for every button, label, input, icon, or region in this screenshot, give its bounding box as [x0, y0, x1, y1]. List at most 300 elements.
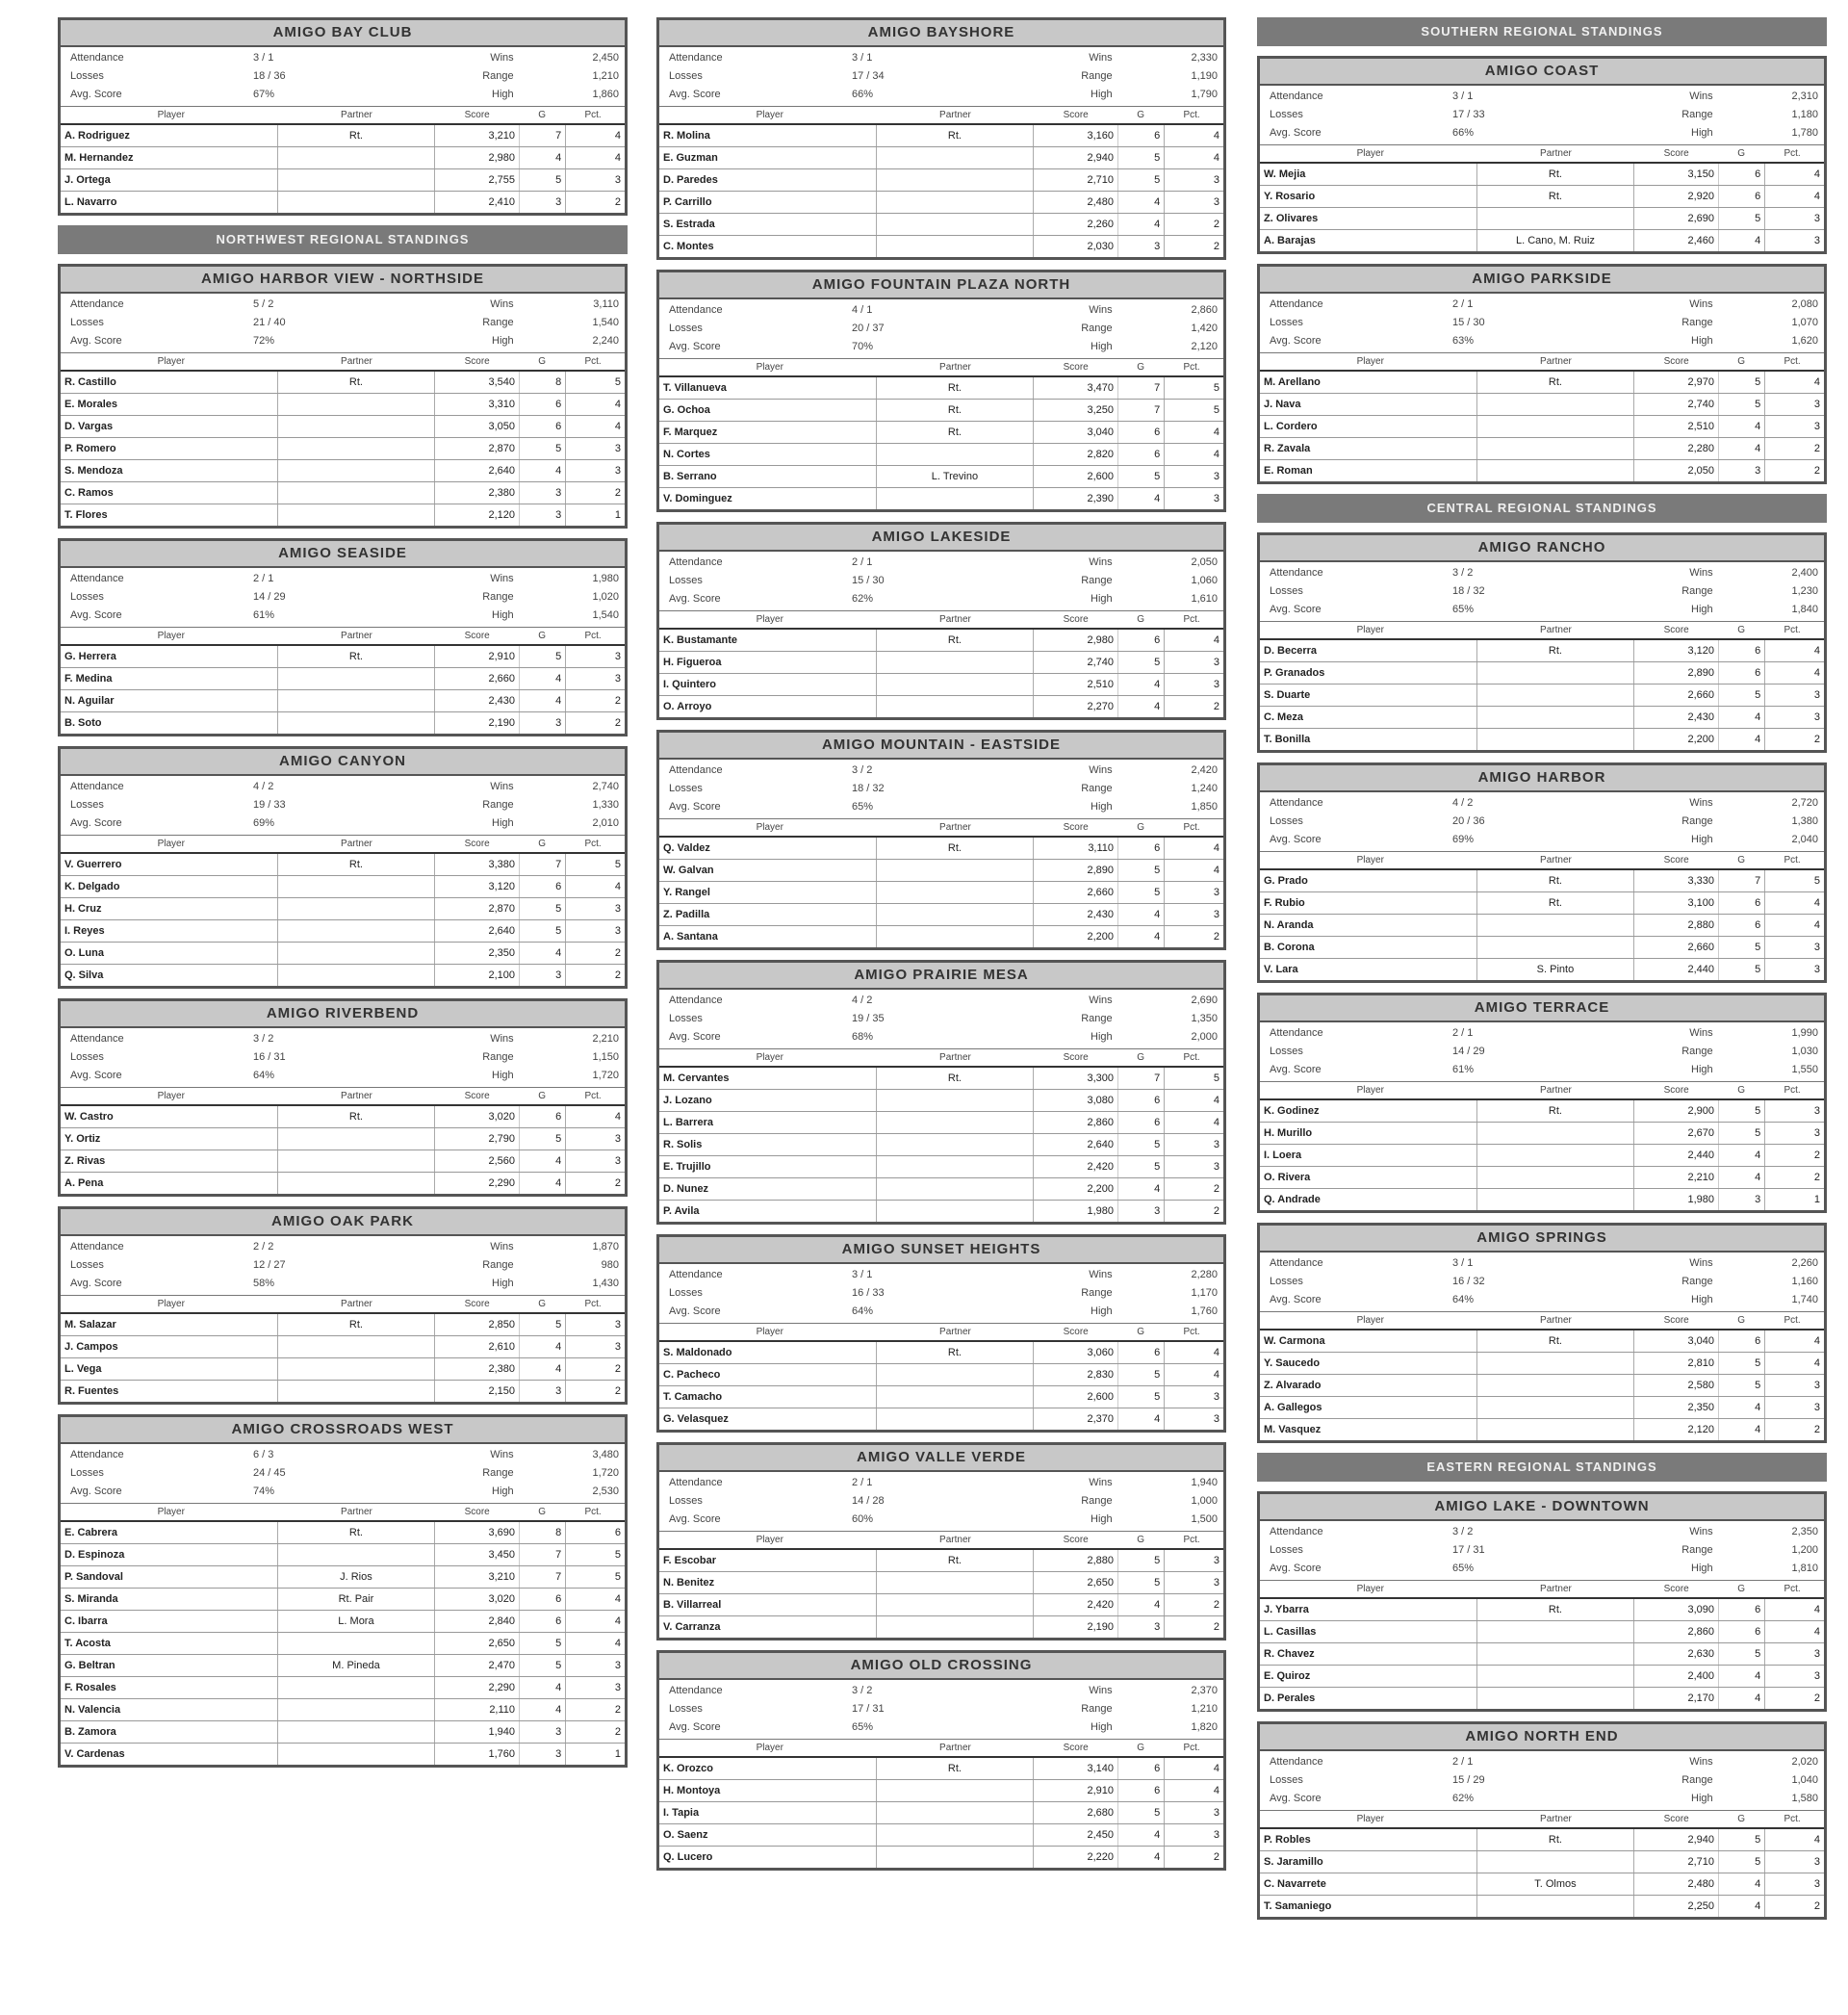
table-row — [61, 438, 625, 460]
table-cell-pct: 3 — [1764, 416, 1820, 437]
table-row — [659, 1364, 1223, 1386]
summary-label: Wins — [1089, 1477, 1113, 1488]
table-cell-games: 4 — [1117, 674, 1164, 695]
table-cell-partner — [877, 1156, 1035, 1177]
table-cell-pct: 3 — [565, 920, 621, 942]
table-cell-games: 5 — [1117, 1156, 1164, 1177]
column-header: G — [1137, 1535, 1144, 1545]
table-row — [1260, 1397, 1824, 1419]
table-cell-games: 5 — [1718, 372, 1764, 393]
table-cell-player: D. Perales — [1264, 1688, 1477, 1709]
table-cell-pct: 3 — [1764, 1100, 1820, 1122]
table-cell-games: 3 — [519, 1744, 565, 1765]
table-cell-pct: 3 — [1764, 1375, 1820, 1396]
table-row — [659, 1408, 1223, 1430]
table-cell-score: 2,860 — [1087, 1117, 1115, 1128]
summary-value: 1,240 — [1191, 783, 1218, 794]
table-cell-games: 5 — [1117, 652, 1164, 673]
table-cell-score: 3,310 — [488, 399, 516, 410]
table-cell-pct: 2 — [565, 690, 621, 711]
column-header: Partner — [341, 1091, 372, 1101]
table-cell-partner — [877, 652, 1035, 673]
summary-value: 17 / 34 — [852, 70, 885, 82]
column-header: Partner — [1540, 148, 1572, 159]
table-cell-games: 6 — [1117, 630, 1164, 651]
table-cell-score: 3,160 — [1087, 130, 1115, 142]
panel-summary — [61, 776, 625, 835]
table-cell-partner — [278, 416, 436, 437]
table-cell-player: H. Cruz — [64, 898, 278, 919]
table-cell-player: V. Lara — [1264, 959, 1477, 980]
summary-label: High — [1091, 341, 1113, 352]
table-row — [61, 1589, 625, 1611]
summary-value: 17 / 31 — [852, 1703, 885, 1715]
table-cell-pct: 3 — [1164, 1550, 1219, 1571]
table-cell-games: 3 — [1718, 1189, 1764, 1210]
table-header — [659, 106, 1223, 125]
summary-value: 1,940 — [1191, 1477, 1218, 1488]
table-cell-partner: Rt. — [1477, 1330, 1635, 1352]
summary-value: 1,620 — [1791, 335, 1818, 347]
summary-label: Attendance — [70, 52, 124, 64]
summary-label: Avg. Score — [70, 1485, 122, 1497]
summary-value: 1,150 — [592, 1051, 619, 1063]
table-cell-partner — [1477, 1851, 1635, 1873]
table-header — [61, 1087, 625, 1106]
column-header: Player — [756, 1743, 783, 1753]
table-row — [1260, 1353, 1824, 1375]
summary-value: 19 / 33 — [253, 799, 286, 811]
table-cell-games: 3 — [519, 482, 565, 504]
column-header: Player — [157, 356, 185, 367]
table-cell-score: 2,690 — [1687, 213, 1715, 224]
table-cell-pct: 4 — [1164, 422, 1219, 443]
summary-label: Losses — [669, 1495, 703, 1507]
table-cell-games: 6 — [519, 1589, 565, 1610]
table-cell-player: T. Villanueva — [663, 377, 877, 399]
column-header: Player — [756, 614, 783, 625]
table-cell-score: 2,350 — [488, 947, 516, 959]
summary-label: Wins — [490, 1033, 514, 1045]
table-row — [659, 1550, 1223, 1572]
table-cell-partner — [877, 147, 1035, 168]
table-header — [1260, 1810, 1824, 1829]
summary-label: Attendance — [669, 764, 723, 776]
table-cell-player: N. Aranda — [1264, 915, 1477, 936]
summary-label: Range — [482, 1259, 514, 1271]
summary-label: Range — [1081, 1495, 1113, 1507]
column-header: Player — [157, 1507, 185, 1517]
table-row — [61, 1314, 625, 1336]
table-row — [1260, 1419, 1824, 1440]
summary-label: High — [1691, 127, 1713, 139]
table-row — [1260, 937, 1824, 959]
table-cell-player: H. Montoya — [663, 1780, 877, 1801]
table-cell-pct: 1 — [565, 1744, 621, 1765]
table-cell-partner — [877, 1178, 1035, 1200]
table-cell-player: C. Ramos — [64, 482, 278, 504]
summary-label: Range — [1081, 323, 1113, 334]
summary-label: Wins — [1089, 995, 1113, 1006]
table-cell-games: 4 — [1117, 696, 1164, 717]
table-cell-player: D. Vargas — [64, 416, 278, 437]
table-cell-score: 3,110 — [1088, 842, 1115, 854]
table-cell-games: 6 — [519, 1106, 565, 1127]
table-cell-score: 2,600 — [1087, 471, 1115, 482]
column-header: G — [1737, 1584, 1745, 1594]
table-cell-partner: Rt. — [877, 125, 1035, 146]
table-cell-games: 4 — [519, 1677, 565, 1698]
column-header: G — [1737, 1814, 1745, 1824]
table-cell-partner: Rt. — [1477, 164, 1635, 185]
summary-value: 2,370 — [1191, 1685, 1218, 1696]
table-cell-score: 2,790 — [488, 1133, 516, 1145]
table-cell-pct: 4 — [1164, 860, 1219, 881]
table-cell-games: 3 — [1117, 236, 1164, 257]
column-header: Player — [1356, 1315, 1384, 1326]
table-cell-player: J. Nava — [1264, 394, 1477, 415]
table-cell-pct: 2 — [565, 1699, 621, 1720]
summary-label: Losses — [70, 1467, 104, 1479]
table-header — [1260, 1081, 1824, 1100]
table-cell-pct: 2 — [565, 1721, 621, 1743]
table-cell-pct: 3 — [565, 1336, 621, 1357]
standings-panel — [656, 730, 1226, 950]
summary-value: 2,010 — [592, 817, 619, 829]
table-cell-player: C. Meza — [1264, 707, 1477, 728]
summary-label: High — [492, 817, 514, 829]
table-row — [659, 630, 1223, 652]
table-cell-score: 3,210 — [488, 1571, 516, 1583]
column-header: G — [1737, 1315, 1745, 1326]
table-cell-games: 5 — [1718, 1100, 1764, 1122]
table-header — [659, 818, 1223, 838]
panel-title: AMIGO HARBOR VIEW - NORTHSIDE — [61, 267, 625, 294]
table-cell-partner: Rt. — [1477, 1100, 1635, 1122]
table-row — [1260, 892, 1824, 915]
table-cell-partner — [877, 169, 1035, 191]
table-row — [61, 192, 625, 213]
summary-label: High — [1091, 801, 1113, 813]
column-header: Pct. — [1784, 855, 1801, 865]
table-cell-games: 6 — [1117, 125, 1164, 146]
table-row — [1260, 1123, 1824, 1145]
table-cell-player: C. Pacheco — [663, 1364, 877, 1385]
standings-panel — [656, 1234, 1226, 1433]
table-cell-games: 4 — [1718, 230, 1764, 251]
standings-panel — [1257, 532, 1827, 753]
table-cell-pct: 3 — [1764, 1873, 1820, 1895]
table-cell-pct: 2 — [1764, 1145, 1820, 1166]
summary-value: 1,040 — [1791, 1774, 1818, 1786]
summary-label: High — [1691, 1064, 1713, 1075]
summary-value: 16 / 33 — [852, 1287, 885, 1299]
table-cell-games: 5 — [1117, 169, 1164, 191]
summary-value: 1,060 — [1191, 575, 1218, 586]
table-cell-games: 6 — [1117, 422, 1164, 443]
table-cell-games: 5 — [1117, 1550, 1164, 1571]
table-cell-partner: Rt. — [1477, 640, 1635, 661]
table-cell-score: 2,150 — [488, 1385, 516, 1397]
table-row — [1260, 1851, 1824, 1873]
table-cell-partner — [1477, 1896, 1635, 1917]
summary-label: Wins — [1689, 1526, 1713, 1537]
summary-label: Avg. Score — [70, 1278, 122, 1289]
table-cell-player: B. Soto — [64, 712, 278, 734]
table-row — [659, 1201, 1223, 1222]
table-cell-games: 5 — [1718, 1829, 1764, 1850]
table-row — [1260, 1599, 1824, 1621]
table-cell-player: A. Santana — [663, 926, 877, 947]
table-cell-games: 4 — [519, 943, 565, 964]
table-cell-pct: 3 — [1764, 685, 1820, 706]
table-cell-games: 7 — [519, 1544, 565, 1565]
column-header: Player — [1356, 356, 1384, 367]
summary-value: 12 / 27 — [253, 1259, 286, 1271]
table-cell-score: 3,050 — [488, 421, 516, 432]
table-cell-player: G. Herrera — [64, 646, 278, 667]
table-cell-score: 2,190 — [1087, 1621, 1115, 1633]
summary-label: Attendance — [70, 1033, 124, 1045]
summary-label: Losses — [1270, 1046, 1303, 1057]
table-cell-partner — [1477, 707, 1635, 728]
table-cell-pct: 3 — [1764, 707, 1820, 728]
table-cell-score: 2,870 — [488, 903, 516, 915]
table-cell-pct: 3 — [1764, 1397, 1820, 1418]
summary-value: 1,850 — [1191, 801, 1218, 813]
summary-label: Attendance — [669, 304, 723, 316]
table-cell-score: 2,400 — [1687, 1670, 1715, 1682]
table-cell-player: B. Serrano — [663, 466, 877, 487]
standings-panel — [1257, 1491, 1827, 1712]
summary-label: Avg. Score — [70, 817, 122, 829]
column-header: Player — [756, 362, 783, 373]
summary-label: Range — [1081, 1703, 1113, 1715]
summary-label: Wins — [1689, 298, 1713, 310]
summary-label: Avg. Score — [1270, 604, 1322, 615]
table-cell-player: K. Bustamante — [663, 630, 877, 651]
table-cell-player: M. Arellano — [1264, 372, 1477, 393]
table-cell-score: 2,470 — [488, 1660, 516, 1671]
column-header: G — [1137, 1327, 1144, 1337]
table-cell-partner — [877, 1780, 1035, 1801]
table-cell-partner — [278, 438, 436, 459]
table-cell-player: J. Lozano — [663, 1090, 877, 1111]
table-row — [1260, 1829, 1824, 1851]
table-cell-player: W. Mejia — [1264, 164, 1477, 185]
summary-value: 62% — [1452, 1793, 1475, 1804]
table-cell-player: F. Medina — [64, 668, 278, 689]
summary-label: Losses — [669, 783, 703, 794]
column-header: Pct. — [584, 110, 602, 120]
table-cell-games: 4 — [1117, 1408, 1164, 1430]
table-cell-games: 5 — [1718, 394, 1764, 415]
table-cell-partner — [278, 482, 436, 504]
summary-label: Avg. Score — [669, 89, 721, 100]
table-cell-partner — [877, 1408, 1035, 1430]
standings-panel — [656, 960, 1226, 1225]
table-cell-partner: Rt. — [278, 1314, 436, 1335]
table-cell-games: 5 — [1117, 882, 1164, 903]
table-row — [61, 1128, 625, 1150]
table-cell-pct: 2 — [1764, 1419, 1820, 1440]
summary-value: 15 / 30 — [1452, 317, 1485, 328]
table-cell-pct: 4 — [1764, 372, 1820, 393]
table-cell-partner — [1477, 1621, 1635, 1642]
column-header: Score — [464, 1091, 490, 1101]
column-header: G — [538, 631, 546, 641]
column-header: G — [1137, 362, 1144, 373]
table-cell-games: 3 — [1718, 460, 1764, 481]
table-header — [1260, 851, 1824, 870]
table-cell-pct: 2 — [1164, 1616, 1219, 1638]
summary-value: 69% — [1452, 834, 1475, 845]
table-cell-pct: 4 — [1164, 1758, 1219, 1779]
table-cell-games: 5 — [1718, 685, 1764, 706]
table-cell-games: 5 — [1718, 959, 1764, 980]
table-cell-score: 3,090 — [1687, 1604, 1715, 1615]
summary-value: 2,420 — [1191, 764, 1218, 776]
summary-value: 61% — [253, 609, 275, 621]
table-cell-score: 2,840 — [488, 1615, 516, 1627]
region-banner: CENTRAL REGIONAL STANDINGS — [1257, 494, 1827, 523]
column-right — [1257, 17, 1827, 1929]
table-cell-games: 4 — [1117, 192, 1164, 213]
table-cell-games: 4 — [1718, 416, 1764, 437]
table-cell-games: 7 — [1718, 870, 1764, 891]
panel-summary — [659, 552, 1223, 610]
table-row — [1260, 640, 1824, 662]
table-row — [659, 192, 1223, 214]
table-cell-player: H. Murillo — [1264, 1123, 1477, 1144]
table-cell-pct: 4 — [1764, 662, 1820, 684]
table-cell-score: 2,830 — [1087, 1369, 1115, 1381]
table-cell-games: 5 — [519, 1633, 565, 1654]
table-row — [1260, 685, 1824, 707]
table-cell-partner — [1477, 1189, 1635, 1210]
column-header: Score — [1063, 110, 1089, 120]
table-cell-pct: 2 — [1164, 1847, 1219, 1868]
summary-label: Avg. Score — [1270, 335, 1322, 347]
summary-label: High — [492, 89, 514, 100]
table-cell-player: F. Escobar — [663, 1550, 877, 1571]
column-header: Score — [464, 1299, 490, 1309]
column-header: Score — [1063, 362, 1089, 373]
table-cell-score: 2,980 — [488, 152, 516, 164]
table-row — [659, 674, 1223, 696]
column-header: G — [1137, 1052, 1144, 1063]
table-cell-partner — [1477, 1375, 1635, 1396]
table-cell-score: 3,140 — [1087, 1763, 1115, 1774]
summary-label: Losses — [70, 591, 104, 603]
table-cell-partner — [278, 712, 436, 734]
table-row — [659, 1758, 1223, 1780]
table-cell-score: 2,660 — [1087, 887, 1115, 898]
table-cell-score: 2,170 — [1687, 1692, 1715, 1704]
column-header: Score — [1663, 356, 1689, 367]
table-cell-partner — [877, 192, 1035, 213]
summary-label: Range — [1681, 317, 1713, 328]
table-cell-score: 2,030 — [1087, 241, 1115, 252]
table-cell-pct: 3 — [1164, 1386, 1219, 1408]
table-cell-partner: Rt. — [877, 1758, 1035, 1779]
summary-label: Losses — [669, 1013, 703, 1024]
table-row — [659, 466, 1223, 488]
table-cell-pct: 3 — [1164, 466, 1219, 487]
summary-label: Range — [482, 70, 514, 82]
table-cell-player: M. Hernandez — [64, 147, 278, 168]
table-cell-pct: 4 — [1164, 444, 1219, 465]
table-cell-pct: 2 — [1164, 214, 1219, 235]
panel-summary — [659, 990, 1223, 1048]
summary-value: 1,000 — [1191, 1495, 1218, 1507]
table-cell-pct: 2 — [565, 965, 621, 986]
summary-value: 1,230 — [1791, 585, 1818, 597]
table-cell-player: T. Acosta — [64, 1633, 278, 1654]
table-cell-score: 2,710 — [1087, 174, 1115, 186]
summary-label: Losses — [669, 1703, 703, 1715]
summary-value: 1,210 — [1191, 1703, 1218, 1715]
summary-value: 65% — [1452, 1563, 1475, 1574]
table-cell-player: M. Salazar — [64, 1314, 278, 1335]
table-cell-partner — [877, 674, 1035, 695]
summary-value: 3 / 2 — [852, 764, 873, 776]
table-row — [659, 652, 1223, 674]
column-header: Player — [1356, 1085, 1384, 1096]
table-header — [61, 627, 625, 646]
table-cell-pct: 2 — [1164, 696, 1219, 717]
table-row — [659, 1824, 1223, 1847]
table-cell-partner — [278, 1336, 436, 1357]
table-cell-games: 6 — [519, 876, 565, 897]
panel-title: AMIGO NORTH END — [1260, 1724, 1824, 1751]
table-cell-partner — [278, 1381, 436, 1402]
standings-panel — [1257, 1223, 1827, 1443]
summary-label: Avg. Score — [669, 341, 721, 352]
table-header — [1260, 352, 1824, 372]
table-cell-pct: 5 — [565, 372, 621, 393]
panel-title: AMIGO PARKSIDE — [1260, 267, 1824, 294]
table-cell-player: P. Avila — [663, 1201, 877, 1222]
table-cell-score: 2,250 — [1687, 1900, 1715, 1912]
summary-value: 2,280 — [1191, 1269, 1218, 1280]
table-cell-player: V. Dominguez — [663, 488, 877, 509]
panel-summary — [659, 47, 1223, 106]
table-cell-score: 2,350 — [1687, 1402, 1715, 1413]
table-cell-games: 5 — [1117, 1572, 1164, 1593]
table-cell-player: Y. Rangel — [663, 882, 877, 903]
table-cell-games: 6 — [1718, 640, 1764, 661]
table-cell-pct: 5 — [565, 1566, 621, 1588]
table-cell-games: 7 — [519, 1566, 565, 1588]
table-cell-games: 4 — [1117, 1594, 1164, 1615]
table-cell-score: 2,290 — [488, 1682, 516, 1693]
table-cell-partner — [877, 214, 1035, 235]
table-row — [659, 488, 1223, 509]
summary-label: High — [1691, 834, 1713, 845]
table-cell-score: 2,810 — [1687, 1357, 1715, 1369]
table-row — [61, 876, 625, 898]
table-row — [1260, 1145, 1824, 1167]
panel-summary — [61, 1028, 625, 1087]
summary-value: 1,550 — [1791, 1064, 1818, 1075]
table-cell-player: T. Camacho — [663, 1386, 877, 1408]
table-cell-partner — [278, 690, 436, 711]
table-row — [659, 147, 1223, 169]
table-row — [1260, 394, 1824, 416]
table-row — [1260, 1643, 1824, 1666]
summary-value: 60% — [852, 1513, 874, 1525]
